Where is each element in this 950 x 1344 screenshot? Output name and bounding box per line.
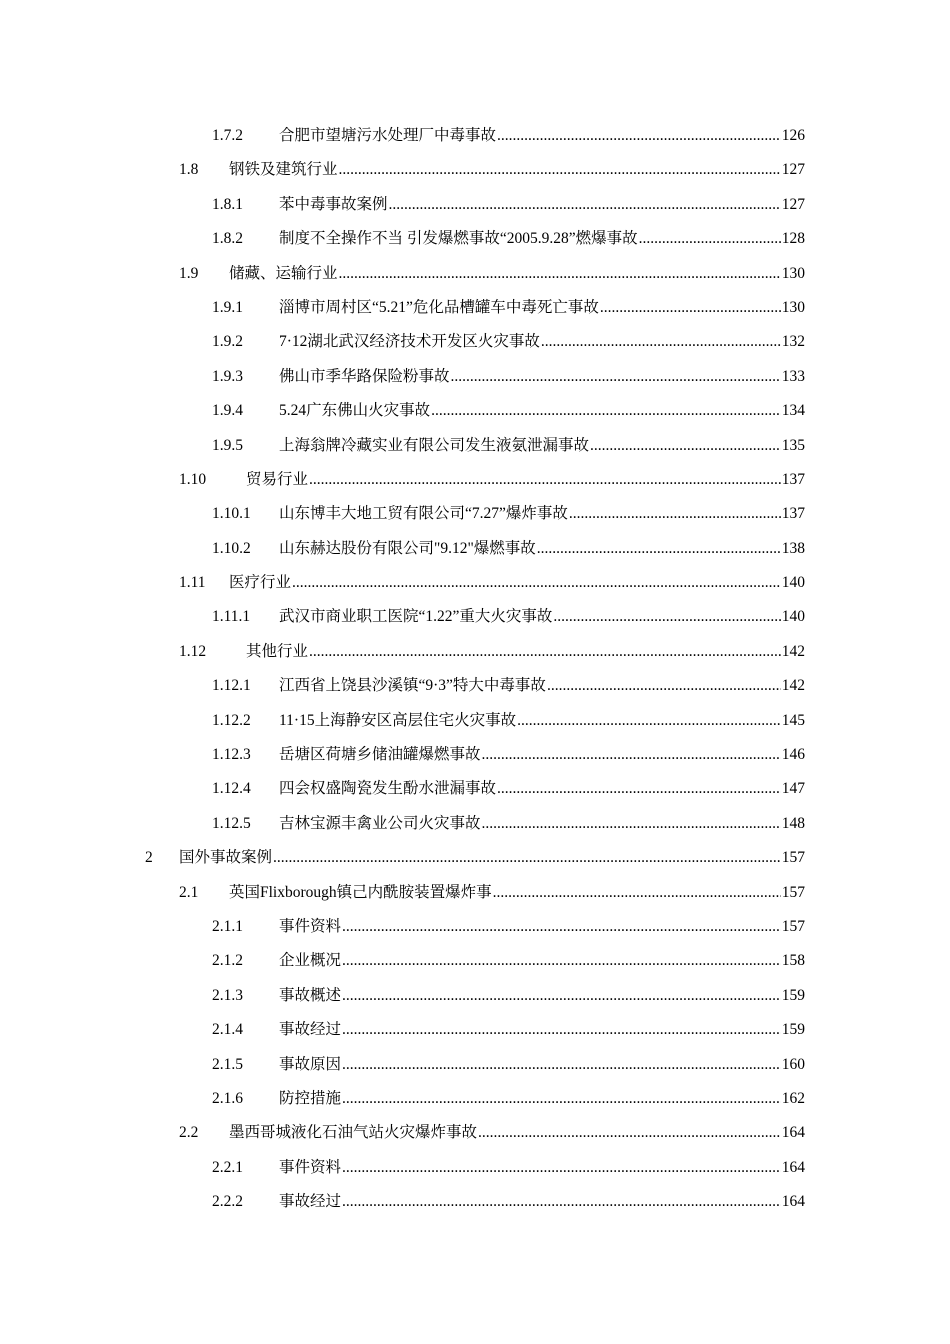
toc-entry-page-number: 130 xyxy=(781,264,805,282)
toc-entry-page-number: 126 xyxy=(781,127,805,144)
toc-entry[interactable] xyxy=(0,429,950,463)
toc-entry[interactable] xyxy=(0,979,950,1013)
toc-dot-leader xyxy=(342,910,781,944)
toc-entry-title: 事件资料 xyxy=(279,917,342,935)
toc-entry-page-number: 157 xyxy=(781,917,805,935)
toc-entry[interactable] xyxy=(0,910,950,944)
toc-entry-title: 贸易行业 xyxy=(246,470,309,488)
toc-entry-page-number: 142 xyxy=(781,642,805,660)
toc-entry-line xyxy=(279,807,805,841)
toc-entry-line xyxy=(279,979,805,1013)
toc-entry[interactable] xyxy=(0,738,950,772)
toc-entry-number: 2.2.1 xyxy=(212,1158,243,1176)
toc-entry-title: 合肥市望塘污水处理厂中毒事故 xyxy=(279,127,497,144)
toc-entry-number: 2 xyxy=(145,849,153,867)
toc-dot-leader xyxy=(292,566,781,600)
toc-dot-leader xyxy=(431,394,781,428)
toc-entry-title: 江西省上饶县沙溪镇“9·3”特大中毒事故 xyxy=(279,677,546,695)
toc-entry[interactable] xyxy=(0,1013,950,1047)
toc-entry-title: 事故原因 xyxy=(279,1055,342,1073)
toc-entry[interactable] xyxy=(0,876,950,910)
toc-entry-title: 事故经过 xyxy=(279,1193,342,1211)
toc-entry[interactable] xyxy=(0,1082,950,1116)
toc-entry-page-number: 132 xyxy=(781,333,805,351)
toc-entry-line xyxy=(279,394,805,428)
toc-entry-page-number: 133 xyxy=(781,367,805,385)
toc-entry-number: 1.9.1 xyxy=(212,298,243,316)
toc-entry-number: 1.12.2 xyxy=(212,711,251,729)
toc-entry-line xyxy=(279,429,805,463)
toc-entry-number: 1.12.1 xyxy=(212,677,251,695)
toc-entry-number: 2.1 xyxy=(179,883,199,901)
toc-entry-number: 1.7.2 xyxy=(212,127,243,144)
toc-entry-number: 2.1.2 xyxy=(212,952,243,970)
toc-dot-leader xyxy=(451,360,781,394)
toc-entry-line xyxy=(279,1048,805,1082)
toc-entry-line xyxy=(246,463,805,497)
toc-entry[interactable] xyxy=(0,1185,950,1219)
toc-entry-page-number: 135 xyxy=(781,436,805,454)
toc-entry-page-number: 127 xyxy=(781,161,805,179)
toc-entry-page-number: 148 xyxy=(781,814,805,832)
toc-entry-line xyxy=(279,669,805,703)
toc-entry-line xyxy=(229,566,805,600)
toc-dot-leader xyxy=(482,738,781,772)
toc-dot-leader xyxy=(497,772,781,806)
toc-entry-title: 事件资料 xyxy=(279,1158,342,1176)
toc-entry-title: 山东赫达股份有限公司"9.12"爆燃事故 xyxy=(279,539,536,557)
toc-entry-line xyxy=(279,1185,805,1219)
toc-dot-leader xyxy=(537,532,781,566)
toc-entry-number: 1.8.2 xyxy=(212,230,243,248)
toc-entry-line xyxy=(279,738,805,772)
toc-dot-leader xyxy=(339,257,781,291)
toc-entry-number: 1.12.3 xyxy=(212,746,251,764)
toc-entry[interactable] xyxy=(0,566,950,600)
toc-entry-title: 苯中毒事故案例 xyxy=(279,195,388,213)
toc-entry-number: 1.9 xyxy=(179,264,199,282)
toc-entry-line xyxy=(279,325,805,359)
toc-entry-title: 岳塘区荷塘乡储油罐爆燃事故 xyxy=(279,746,481,764)
toc-dot-leader xyxy=(339,153,781,187)
toc-dot-leader xyxy=(309,463,781,497)
toc-entry-page-number: 164 xyxy=(781,1124,805,1142)
toc-entry-number: 1.9.5 xyxy=(212,436,243,454)
toc-entry-page-number: 137 xyxy=(781,505,805,523)
toc-entry-number: 1.8 xyxy=(179,161,199,179)
toc-entry-page-number: 147 xyxy=(781,780,805,798)
toc-entry[interactable] xyxy=(0,257,950,291)
toc-entry[interactable] xyxy=(0,807,950,841)
toc-entry[interactable] xyxy=(0,153,950,187)
toc-entry-page-number: 162 xyxy=(781,1089,805,1107)
toc-entry[interactable] xyxy=(0,841,950,875)
toc-entry-title: 7·12湖北武汉经济技术开发区火灾事故 xyxy=(279,333,540,351)
toc-dot-leader xyxy=(309,635,781,669)
toc-entry-line xyxy=(229,257,805,291)
toc-entry-number: 1.10.2 xyxy=(212,539,251,557)
toc-entry[interactable] xyxy=(0,497,950,531)
toc-dot-leader xyxy=(342,1048,781,1082)
toc-entry[interactable] xyxy=(0,600,950,634)
toc-entry-line xyxy=(279,704,805,738)
toc-entry-number: 1.10 xyxy=(179,470,207,488)
toc-entry[interactable] xyxy=(0,772,950,806)
toc-entry-line xyxy=(279,188,805,222)
toc-entry-number: 1.11 xyxy=(179,574,206,592)
toc-entry[interactable] xyxy=(0,291,950,325)
toc-entry-page-number: 140 xyxy=(781,574,805,592)
toc-entry[interactable] xyxy=(0,394,950,428)
toc-entry-title: 企业概况 xyxy=(279,952,342,970)
toc-entry-page-number: 164 xyxy=(781,1193,805,1211)
toc-entry-line xyxy=(279,360,805,394)
toc-entry-page-number: 145 xyxy=(781,711,805,729)
toc-entry-page-number: 130 xyxy=(781,298,805,316)
toc-entry-line xyxy=(279,497,805,531)
toc-entry-title: 制度不全操作不当 引发爆燃事故“2005.9.28”燃爆事故 xyxy=(279,230,638,248)
toc-dot-leader xyxy=(342,1151,781,1185)
toc-entry-number: 1.11.1 xyxy=(212,608,251,626)
toc-entry-page-number: 140 xyxy=(781,608,805,626)
toc-entry-line xyxy=(279,910,805,944)
toc-dot-leader xyxy=(541,325,781,359)
toc-entry-title: 11·15上海静安区高层住宅火灾事故 xyxy=(279,711,517,729)
toc-entry-page-number: 157 xyxy=(781,849,805,867)
toc-entry-number: 1.9.2 xyxy=(212,333,243,351)
toc-entry-number: 2.1.5 xyxy=(212,1055,243,1073)
toc-dot-leader xyxy=(342,944,781,978)
toc-entry-number: 2.1.4 xyxy=(212,1021,243,1039)
toc-entry-title: 防控措施 xyxy=(279,1089,342,1107)
toc-dot-leader xyxy=(342,1185,781,1219)
toc-entry-line xyxy=(279,291,805,325)
toc-entry-page-number: 157 xyxy=(781,883,805,901)
toc-dot-leader xyxy=(569,497,781,531)
toc-entry-line xyxy=(279,944,805,978)
toc-entry-page-number: 159 xyxy=(781,1021,805,1039)
toc-entry-page-number: 138 xyxy=(781,539,805,557)
toc-entry[interactable] xyxy=(0,669,950,703)
toc-entry-line xyxy=(229,153,805,187)
toc-entry-page-number: 142 xyxy=(781,677,805,695)
toc-entry-line xyxy=(229,876,805,910)
toc-dot-leader xyxy=(547,669,781,703)
toc-entry-line xyxy=(279,600,805,634)
toc-dot-leader xyxy=(517,704,781,738)
toc-entry[interactable] xyxy=(0,635,950,669)
toc-entry-title: 英国Flixborough镇己内酰胺装置爆炸事 xyxy=(229,883,492,901)
toc-entry-page-number: 164 xyxy=(781,1158,805,1176)
toc-dot-leader xyxy=(600,291,781,325)
toc-entry-number: 1.12.4 xyxy=(212,780,251,798)
toc-entry-number: 1.10.1 xyxy=(212,505,251,523)
toc-entry-line xyxy=(179,841,805,875)
toc-entry-number: 1.12.5 xyxy=(212,814,251,832)
toc-entry[interactable] xyxy=(0,188,950,222)
toc-entry-title: 医疗行业 xyxy=(229,574,292,592)
toc-entry[interactable] xyxy=(0,944,950,978)
toc-dot-leader xyxy=(389,188,781,222)
toc-entry-line xyxy=(279,772,805,806)
toc-entry-number: 2.2.2 xyxy=(212,1193,243,1211)
toc-entry-page-number: 127 xyxy=(781,195,805,213)
toc-entry[interactable] xyxy=(0,325,950,359)
toc-entry-number: 1.9.4 xyxy=(212,402,243,420)
toc-entry-line xyxy=(279,222,805,256)
toc-entry-page-number: 137 xyxy=(781,470,805,488)
toc-dot-leader xyxy=(493,876,781,910)
toc-entry[interactable] xyxy=(0,1116,950,1150)
toc-dot-leader xyxy=(342,979,781,1013)
toc-entry-number: 2.1.6 xyxy=(212,1089,243,1107)
toc-dot-leader xyxy=(273,841,781,875)
toc-entry-page-number: 159 xyxy=(781,986,805,1004)
toc-dot-leader xyxy=(590,429,781,463)
table-of-contents xyxy=(0,119,950,1220)
toc-dot-leader xyxy=(342,1013,781,1047)
toc-entry[interactable] xyxy=(0,1048,950,1082)
toc-entry-number: 2.1.3 xyxy=(212,986,243,1004)
toc-entry-page-number: 134 xyxy=(781,402,805,420)
toc-entry-title: 钢铁及建筑行业 xyxy=(229,161,338,179)
toc-entry[interactable] xyxy=(0,119,950,153)
toc-entry-title: 山东博丰大地工贸有限公司“7.27”爆炸事故 xyxy=(279,505,568,523)
toc-entry-title: 5.24广东佛山火灾事故 xyxy=(279,402,431,420)
toc-entry-line xyxy=(279,532,805,566)
toc-entry-page-number: 160 xyxy=(781,1055,805,1073)
toc-entry-number: 2.1.1 xyxy=(212,917,243,935)
toc-entry-title: 国外事故案例 xyxy=(179,849,273,867)
toc-entry-number: 2.2 xyxy=(179,1124,199,1142)
toc-entry-title: 四会权盛陶瓷发生酚水泄漏事故 xyxy=(279,780,497,798)
toc-entry[interactable] xyxy=(0,463,950,497)
toc-entry-number: 1.9.3 xyxy=(212,367,243,385)
toc-entry[interactable] xyxy=(0,1151,950,1185)
toc-entry-number: 1.8.1 xyxy=(212,195,243,213)
toc-dot-leader xyxy=(482,807,781,841)
toc-entry-title: 武汉市商业职工医院“1.22”重大火灾事故 xyxy=(279,608,553,626)
toc-entry-title: 上海翁牌冷藏实业有限公司发生液氨泄漏事故 xyxy=(279,436,590,454)
toc-entry-title: 佛山市季华路保险粉事故 xyxy=(279,367,450,385)
toc-entry-title: 吉林宝源丰禽业公司火灾事故 xyxy=(279,814,481,832)
toc-entry[interactable] xyxy=(0,360,950,394)
toc-dot-leader xyxy=(478,1116,781,1150)
toc-entry-line xyxy=(246,635,805,669)
toc-entry-title: 事故经过 xyxy=(279,1021,342,1039)
toc-entry-line xyxy=(279,1013,805,1047)
toc-entry-line xyxy=(229,1116,805,1150)
toc-entry-title: 事故概述 xyxy=(279,986,342,1004)
toc-dot-leader xyxy=(553,600,780,634)
toc-entry-title: 储藏、运输行业 xyxy=(229,264,338,282)
toc-entry-line xyxy=(279,119,805,153)
toc-entry-title: 墨西哥城液化石油气站火灾爆炸事故 xyxy=(229,1124,478,1142)
toc-entry-line xyxy=(279,1082,805,1116)
toc-entry-page-number: 146 xyxy=(781,746,805,764)
toc-entry[interactable] xyxy=(0,532,950,566)
toc-dot-leader xyxy=(342,1082,781,1116)
toc-entry-number: 1.12 xyxy=(179,642,207,660)
toc-dot-leader xyxy=(497,119,781,153)
toc-entry[interactable] xyxy=(0,704,950,738)
toc-entry-page-number: 158 xyxy=(781,952,805,970)
toc-dot-leader xyxy=(639,222,781,256)
toc-entry[interactable] xyxy=(0,222,950,256)
toc-entry-page-number: 128 xyxy=(781,230,805,248)
toc-entry-title: 其他行业 xyxy=(246,642,309,660)
toc-entry-line xyxy=(279,1151,805,1185)
toc-entry-title: 淄博市周村区“5.21”危化品槽罐车中毒死亡事故 xyxy=(279,298,599,316)
